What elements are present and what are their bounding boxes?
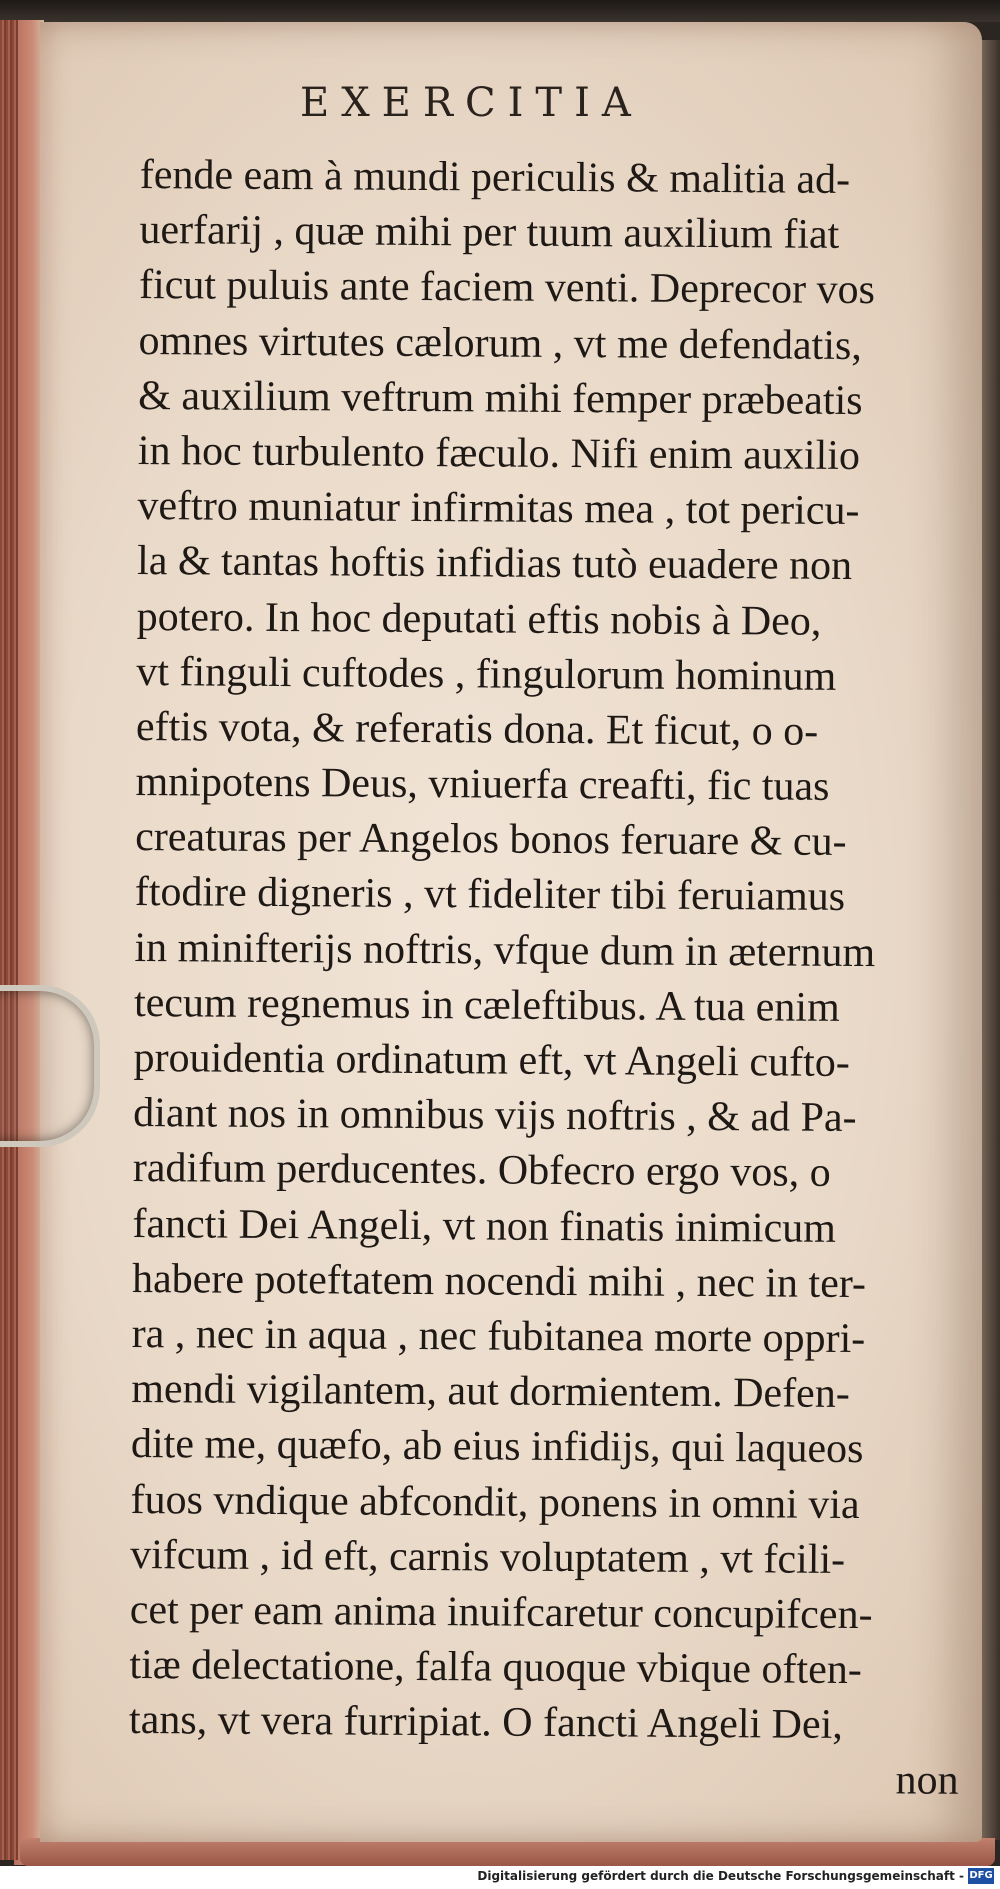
dfg-logo: DFG bbox=[968, 1868, 994, 1884]
text-line: prouidentia ordinatum eft, vt Angeli cufto- bbox=[133, 1034, 850, 1086]
text-line: mnipotens Deus, vniuerfa creafti, fic tuas bbox=[135, 759, 830, 810]
text-line: tecum regnemus in cæleftibus. A tua enim bbox=[133, 979, 840, 1031]
text-line: vt finguli cuftodes , fingulorum hominum bbox=[136, 648, 837, 700]
text-line: eftis vota, & referatis dona. Et ficut, o o- bbox=[135, 703, 819, 755]
text-line: vifcum , id eft, carnis voluptatem , vt fcili- bbox=[130, 1531, 846, 1583]
text-line: in hoc turbulento fæculo. Nifi enim auxilio bbox=[137, 427, 861, 479]
text-line: creaturas per Angelos bonos feruare & cu- bbox=[135, 814, 847, 866]
text-line: fende eam à mundi periculis & malitia ad- bbox=[139, 151, 851, 203]
text-line: omnes virtutes cælorum , vt me defendatis, bbox=[138, 317, 862, 369]
text-line: fuos vndique abfcondit, ponens in omni via bbox=[130, 1476, 860, 1528]
text-line: mendi vigilantem, aut dormientem. Defen- bbox=[131, 1366, 850, 1418]
body-text bbox=[128, 148, 980, 1809]
book-fore-edge bbox=[0, 20, 18, 1860]
running-head: EXERCITIA bbox=[300, 80, 643, 126]
text-line: potero. In hoc deputati eftis nobis à Deo, bbox=[136, 593, 822, 645]
text-line: veftro muniatur infirmitas mea , tot pericu- bbox=[137, 483, 860, 535]
text-line: ra , nec in aqua , nec fubitanea morte oppri- bbox=[131, 1310, 866, 1363]
text-line: diant nos in omnibus vijs noftris , & ad Pa- bbox=[133, 1090, 857, 1142]
scanner-top-border bbox=[0, 0, 1000, 22]
text-line: tans, vt vera furripiat. O fancti Angeli Dei, bbox=[128, 1697, 843, 1749]
text-line: & auxilium veftrum mihi femper præbeatis bbox=[138, 372, 863, 424]
text-line: ftodire digneris , vt fideliter tibi feruiamus bbox=[134, 869, 846, 921]
text-line: fancti Dei Angeli, vt non finatis inimicum bbox=[132, 1200, 837, 1252]
text-line: tiæ delectatione, falfa quoque vbique often- bbox=[129, 1642, 862, 1694]
text-line: uerfarij , quæ mihi per tuum auxilium fiat bbox=[139, 207, 840, 259]
text-line: ficut puluis ante faciem venti. Deprecor vos bbox=[138, 262, 876, 314]
text-line: cet per eam anima inuifcaretur concupifcen- bbox=[129, 1586, 873, 1639]
book-clasp bbox=[0, 985, 100, 1147]
book-bottom-edge bbox=[20, 1838, 995, 1866]
text-line: in minifterijs noftris, vfque dum in æternum bbox=[134, 924, 876, 976]
text-line: radifum perducentes. Obfecro ergo vos, o bbox=[132, 1145, 831, 1197]
catchword: non bbox=[895, 1757, 959, 1805]
text-line: la & tantas hoftis infidias tutò euadere non bbox=[136, 538, 853, 590]
text-line: habere poteftatem nocendi mihi , nec in ter- bbox=[131, 1255, 867, 1307]
text-line: dite me, quæfo, ab eius infidijs, qui laqueos bbox=[130, 1421, 864, 1473]
digitization-credit: Digitalisierung gefördert durch die Deutsche Forschungsgemeinschaft - bbox=[477, 1869, 964, 1883]
